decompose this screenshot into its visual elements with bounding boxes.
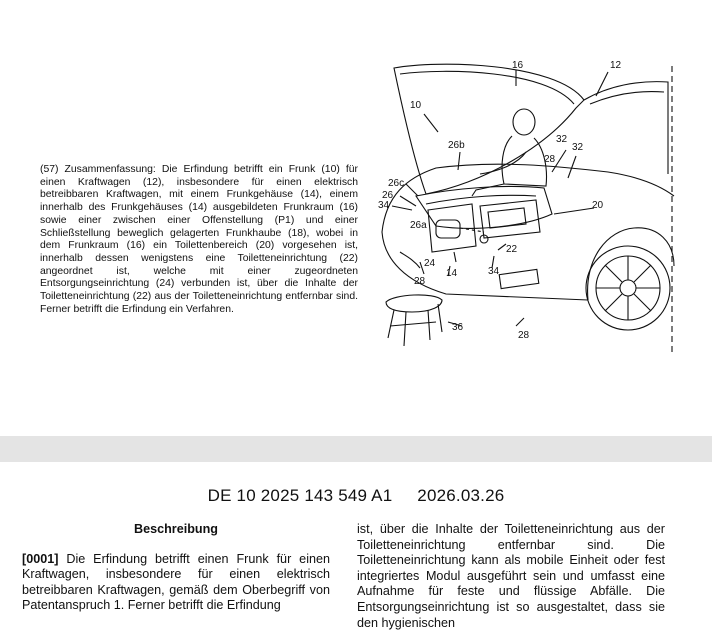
- fig-label: 32: [556, 134, 568, 145]
- paragraph-number: [0001]: [22, 551, 59, 566]
- section-title: Beschreibung: [134, 522, 218, 536]
- document-header: [0, 486, 712, 506]
- publication-date: 2026.03.26: [417, 486, 505, 505]
- fig-label: 22: [506, 244, 518, 255]
- fig-label: 16: [512, 60, 524, 71]
- fig-label: 36: [452, 322, 464, 333]
- fig-label: 26a: [410, 220, 427, 231]
- paragraph-text: Die Erfindung betrifft einen Frunk für einen Kraftwagen, insbesondere für einen elektrisch betreibbaren Kraftwagen, gemäß dem Oberbegriff von Patentanspruch 1. Ferner betrifft die Erfindung: [22, 551, 331, 613]
- fig-label: 24: [424, 258, 436, 269]
- description-right-column: ist, über die Inhalte der Toiletteneinrichtung aus der Toiletteneinrichtung entfernbar sind. Die Toiletteneinrichtung kann als mobile Einheit oder fest integriertes Modul ausgeführt sein und umfasst eine Aufnahme für feste und flüssige Abfälle. Die Entsorgungseinrichtung ist so ausgestaltet, dass sie den hygienischen: [357, 522, 665, 630]
- description-left-column: [22, 522, 330, 614]
- page-separator: [0, 436, 712, 462]
- fig-label: 26b: [448, 140, 465, 151]
- fig-label: 12: [610, 60, 622, 71]
- fig-label: 28: [544, 154, 556, 165]
- fig-label: 20: [592, 200, 604, 211]
- car-frunk-drawing: [376, 56, 676, 356]
- fig-label: 34: [378, 200, 390, 211]
- fig-label: 32: [572, 142, 584, 153]
- fig-label: 28: [414, 276, 426, 287]
- fig-label: 26: [382, 190, 394, 201]
- document-number: DE 10 2025 143 549 A1: [207, 486, 393, 505]
- patent-figure: [376, 56, 676, 356]
- description-page: [0, 462, 712, 630]
- fig-label: 10: [410, 100, 422, 111]
- abstract-text: (57) Zusammenfassung: Die Erfindung betrifft ein Frunk (10) für einen Kraftwagen (12), insbesondere für einen elektrisch betreibbaren Kraftwagen, mit einem Frunkgehäuse (14), einem innerhalb des Frunkgehäuses (14) ausgebildeten Frunkraum (16) sowie einer zwischen einer Offenstellung (P1) und einer Schließstellung beweglich gelagerten Frunkhaube (18), wobei in dem Frunkraum (16) ein Toilettenbereich (20) vorgesehen ist, innerhalb dessen wenigstens eine Toiletteneinrichtung (22) angeordnet ist, welche mit einer zugeordneten Entsorgungseinrichtung (24) verbunden ist, über die Inhalte der Toiletteneinrichtung (22) aus der Toiletteneinrichtung entfernbar sind. Ferner betrifft die Erfindung ein Verfahren.: [40, 164, 358, 315]
- fig-label: 34: [488, 266, 500, 277]
- paragraph-0001: [22, 552, 330, 614]
- fig-label: 28: [518, 330, 530, 341]
- fig-label: 26c: [388, 178, 405, 189]
- fig-label: 14: [446, 268, 458, 279]
